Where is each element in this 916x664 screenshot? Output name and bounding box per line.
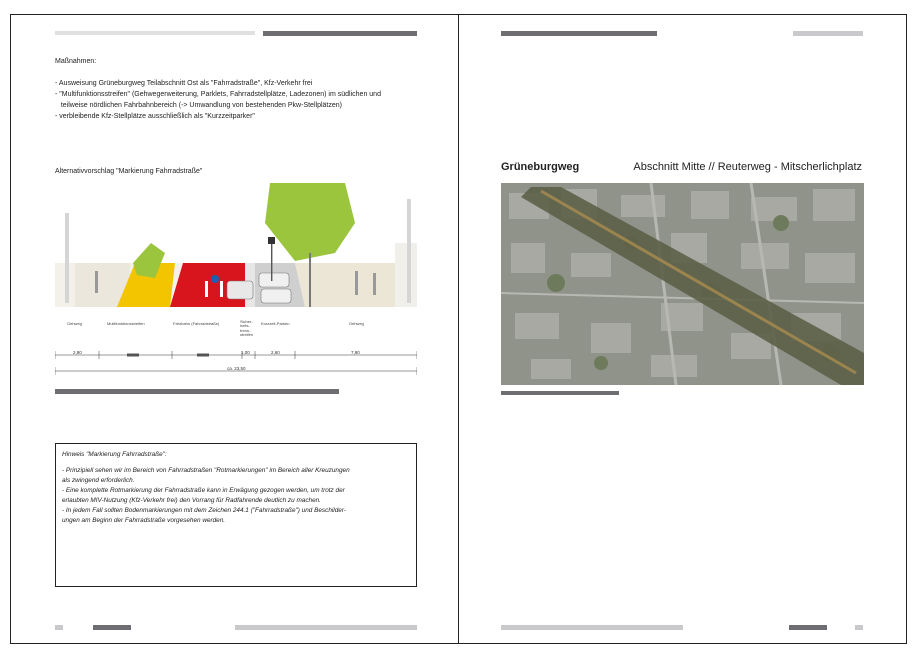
dimension-value: 2,90	[73, 350, 82, 355]
section-label-gehweg-left: Gehweg	[67, 321, 82, 326]
header-bar-dark	[263, 31, 417, 36]
section-title: Abschnitt Mitte // Reuterweg - Mitscherlichplatz	[633, 161, 862, 173]
left-page	[10, 14, 459, 644]
dimension-value: 2,60	[271, 350, 280, 355]
header-bar-dark	[501, 31, 657, 36]
section-label-kurzzeit: Kurzzeit-Parken	[261, 321, 290, 326]
measure-item: teilweise nördlichen Fahrbahnbereich (-> Umwandlung von bestehenden Pkw-Stellplätzen)	[55, 102, 342, 109]
dimension-total: ca. 23,50	[227, 366, 246, 371]
right-page	[458, 14, 907, 644]
section-label-fahrbahn: Fahrbahn (Fahrradstraße)	[173, 321, 220, 326]
footer-bar-light	[501, 625, 683, 630]
section-label-multifunction: Multifunktionsstreifen	[107, 321, 145, 326]
hint-line: ungen am Beginn der Fahrradstraße vorgesehen werden.	[62, 517, 226, 524]
hint-line: - Prinzipiell sehen wir im Bereich von Fahrradstraßen "Rotmarkierungen" im Bereich aller Kreuzungen	[62, 467, 350, 474]
hint-line: - In jedem Fall sollten Bodenmarkierungen mit dem Zeichen 244.1 ("Fahrradstraße") und Beschilder-	[62, 507, 346, 514]
aerial-photo	[501, 183, 864, 385]
measure-item: - verbleibende Kfz-Stellplätze ausschließlich als "Kurzzeitparker"	[55, 113, 255, 120]
tree	[265, 183, 355, 261]
footer-bar-dark	[789, 625, 827, 630]
dimension-line	[55, 349, 417, 381]
street-cross-section	[55, 183, 417, 317]
footer-bar-light	[235, 625, 417, 630]
measure-item: - "Multifunktionsstreifen" (Gehwegerweiterung, Parklets, Fahrradstellplätze, Ladezonen) im südlichen und	[55, 91, 381, 98]
hint-line: - Eine komplette Rotmarkierung der Fahrradstraße kann in Erwägung gezogen werden, um trotz der	[62, 487, 345, 494]
measures-heading: Maßnahmen:	[55, 58, 97, 65]
header-bar-light	[793, 31, 863, 36]
caption-bar	[501, 391, 619, 395]
dimension-value: 7,90	[351, 350, 360, 355]
section-label-safety-strip: Sicher- heits- trenn- streifen	[240, 319, 254, 338]
hint-line: als zwingend erforderlich.	[62, 477, 135, 484]
section-label-gehweg-right: Gehweg	[349, 321, 364, 326]
footer-bar-light	[55, 625, 63, 630]
street-title: Grüneburgweg	[501, 161, 580, 173]
measure-item: - Ausweisung Grüneburgweg Teilabschnitt Ost als "Fahrradstraße", Kfz-Verkehr frei	[55, 80, 313, 87]
hint-box	[55, 443, 417, 587]
alternative-title: Alternativvorschlag "Markierung Fahrradstraße"	[55, 168, 203, 175]
header-bar-light	[55, 31, 255, 35]
dimension-value: 1,00	[241, 350, 250, 355]
hint-title: Hinweis "Markierung Fahrradstraße":	[62, 451, 167, 458]
footer-bar-dark	[93, 625, 131, 630]
hint-line: erlaubten MIV-Nutzung (Kfz-Verkehr frei) den Vorrang für Radfahrende deutlich zu machen.	[62, 497, 321, 504]
footer-bar-light	[855, 625, 863, 630]
section-divider	[55, 389, 339, 394]
